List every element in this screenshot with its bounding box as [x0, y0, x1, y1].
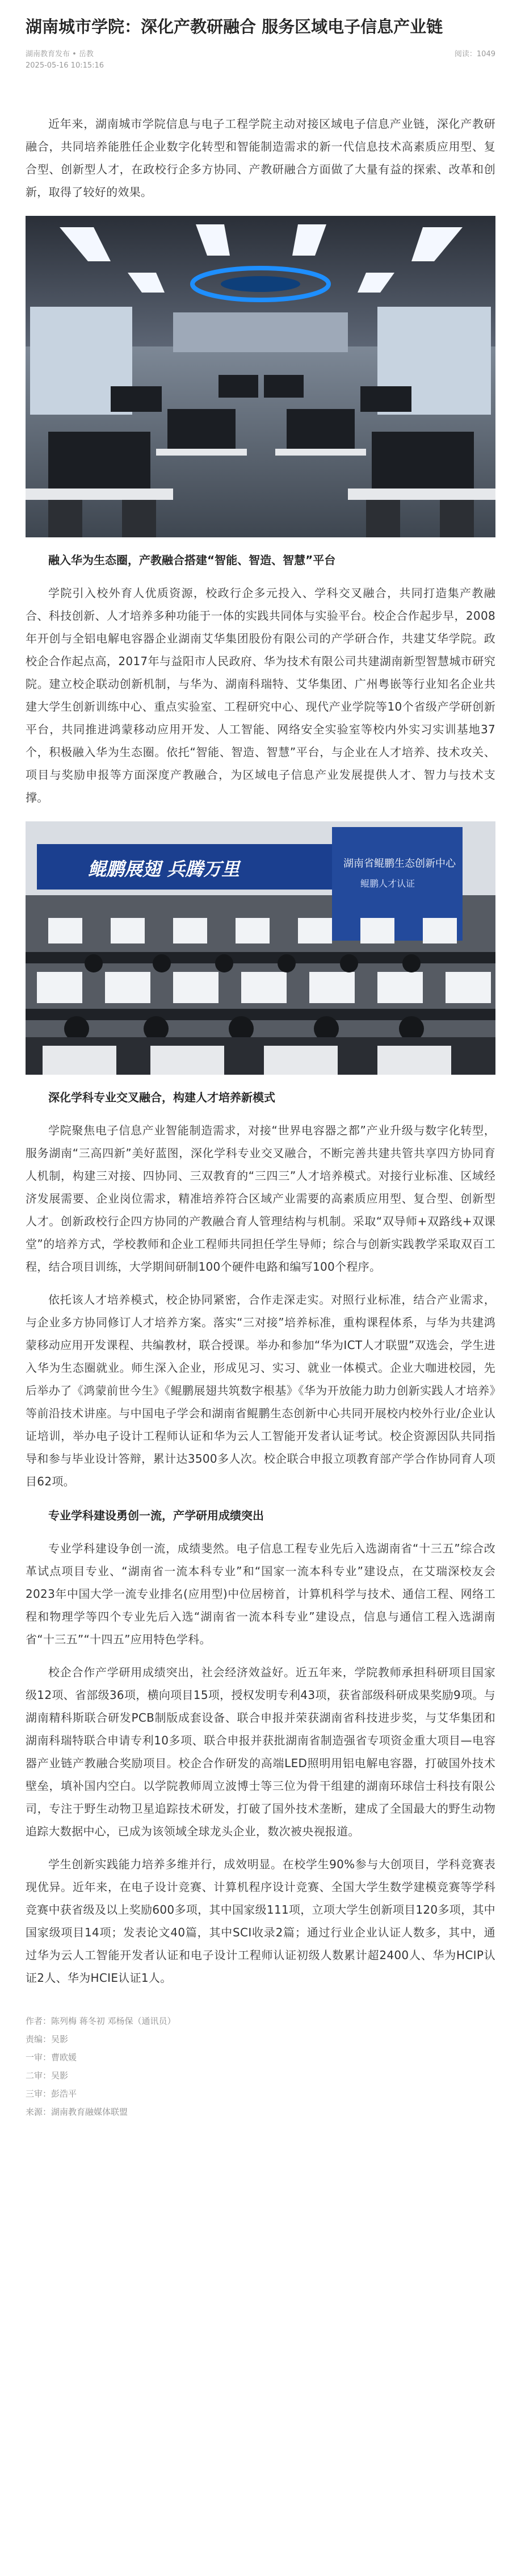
- section-heading-2: 深化学科专业交叉融合，构建人才培养新模式: [48, 1091, 275, 1104]
- credit-source: 来源：湖南教育融媒体联盟: [26, 2107, 128, 2117]
- article-source[interactable]: 湖南教育发布 • 岳教: [26, 50, 94, 59]
- article-meta: [26, 49, 495, 72]
- lab-photo-2: [26, 821, 495, 1075]
- article-date: 2025-05-16 10:15:16: [26, 61, 104, 70]
- view-count: 阅读：1049: [454, 50, 495, 59]
- section3-paragraph-1: 专业学科建设争创一流，成绩斐然。电子信息工程专业先后入选湖南省“十三五”综合改革试点项目专业、“湖南省一流本科专业”和“国家一流本科专业”建设点，在艾瑞深校友会2023年中国大学一流专业排名(应用型)中位居榜首，计算机科学与技术、通信工程、网络工程和物理学等四个专业先后入选“湖南省一流本科专业”建设点，信息与通信工程入选湖南省“十三五”“十四五”应用特色学科。: [26, 1542, 495, 1646]
- intro-paragraph: 近年来，湖南城市学院信息与电子工程学院主动对接区域电子信息产业链，深化产教研融合，共同培养能胜任企业数字化转型和智能制造需求的新一代信息技术高素质应用型、复合型、创新型人才，在政校行企多方协同、产教研融合方面做了大量有益的探索、改革和创新，取得了较好的效果。: [26, 117, 495, 199]
- section2-paragraph-1: 学院聚焦电子信息产业智能制造需求，对接“世界电容器之都”产业升级与数字化转型，服务湖南“三高四新”美好蓝图，深化学科专业交叉融合，不断完善共建共管共享四方协同育人机制，构建三对接、四协同、三双教育的“三四三”人才培养模式。对接行业标准、区域经济发展需要、企业岗位需求，精准培养符合区域产业需要的高素质应用型、复合型、创新型人才。创新政校行企四方协同的产教融合育人管理结构与机制。采取“双导师+双路线+双课堂”的培养方式，学校教师和企业工程师共同担任学生导师；综合与创新实践教学采取双百工程，结合项目训练，大学期间研制100个硬件电路和编写100个程序。: [26, 1124, 495, 1274]
- article-credits: [26, 2012, 495, 2121]
- credit-author: 作者：陈列梅 蒋冬初 邓杨保（通讯员）: [26, 2016, 176, 2026]
- training-room-illustration: [26, 821, 495, 1075]
- lab-photo-1: [26, 216, 495, 537]
- computer-lab-illustration: [26, 216, 495, 537]
- article-title: 湖南城市学院：深化产教研融合 服务区域电子信息产业链: [26, 17, 443, 36]
- banner-center-title: 湖南省鲲鹏生态创新中心: [343, 858, 456, 870]
- banner-slogan: 鲲鹏展翅 兵腾万里: [88, 858, 240, 880]
- section1-paragraph-1: 学院引入校外育人优质资源，校政行企多元投入、学科交叉融合，共同打造集产教融合、科技创新、人才培养多种功能于一体的实践共同体与实验平台。校企合作起步早，2008年开创与全铝电解电容器企业湖南艾华集团股份有限公司的产学研合作，共建艾华学院。政校企合作起点高，2017年与益阳市人民政府、华为技术有限公司共建湖南新型智慧城市研究院。建立校企联动创新机制，与华为、湖南科瑞特、艾华集团、广州粤嵌等行业知名企业共建大学生创新训练中心、重点实验室、工程研究中心、现代产业学院等10个省级产学研创新平台，共同推进鸿蒙移动应用开发、人工智能、网络安全实验室等校内外实习实训基地37个，积极融入华为生态圈。依托“智能、智造、智慧”平台，与企业在人才培养、技术攻关、项目与奖励申报等方面深度产教融合，为区域电子信息产业发展提供人才、智力与技术支撑。: [26, 586, 495, 804]
- credit-editor: 责编：吴影: [26, 2034, 69, 2044]
- section-heading-3: 专业学科建设勇创一流，产学研用成绩突出: [48, 1509, 264, 1522]
- section2-paragraph-2: 依托该人才培养模式，校企协同紧密，合作走深走实。对照行业标准，结合产业需求，与企业多方协同修订人才培养方案。落实“三对接”培养标准，重构课程体系，与华为共建鸿蒙移动应用开发课程、共编教材，联合授课。举办和参加“华为ICT人才联盟”双选会，学生进入华为生态圈就业。师生深入企业，形成见习、实习、就业一体模式。企业大咖进校园，先后举办了《鸿蒙前世今生》《鲲鹏展翅共筑数字根基》《华为开放能力助力创新实践人才培养》等前沿技术讲座。与中国电子学会和湖南省鲲鹏生态创新中心共同开展校内校外行业/企业认证培训，举办电子设计工程师认证和华为云人工智能开发者认证考试。校企资源因队共同指导和参与毕业设计答辩，累计达3500多人次。校企联合申报立项教育部产学合作协同育人项目62项。: [26, 1293, 495, 1488]
- section3-paragraph-3: 学生创新实践能力培养多维并行，成效明显。在校学生90%参与大创项目，学科竞赛表现优异。近年来，在电子设计竞赛、计算机程序设计竞赛、全国大学生数学建模竞赛等学科竞赛中获省级及以上奖励600多项，其中国家级111项，立项大学生创新项目120多项，其中国家级项目14项；发表论文40篇，其中SCI收录2篇；通过行业企业认证人数多，其中，通过华为云人工智能开发者认证和电子设计工程师认证初级人数累计超2400人、华为HCIP认证2人、华为HCIE认证1人。: [26, 1857, 495, 1985]
- section3-paragraph-2: 校企合作产学研用成绩突出，社会经济效益好。近五年来，学院教师承担科研项目国家级12项、省部级36项，横向项目15项，授权发明专利43项，获省部级科研成果奖励9项。与湖南精科斯联合研发PCB制版成套设备、联合申报并荣获湖南省科技进步奖，与艾华集团和湖南科瑞特联合申请专利10多项、联合申报并获批湖南省制造强省专项资金重大项目—电容器产业链产教融合奖励项目。校企合作研发的高端LED照明用铝电解电容器，打破国外技术壁垒，填补国内空白。以学院教师周立波博士等三位为骨干组建的湖南环球信士科技有限公司，专注于野生动物卫星追踪技术研发，打破了国外技术垄断，建成了全国最大的野生动物追踪大数据中心，已成为该领域全球龙头企业，数次被央视报道。: [26, 1665, 495, 1838]
- section-heading-1: 融入华为生态圈，产教融合搭建“智能、智造、智慧”平台: [48, 553, 336, 567]
- credit-review-1: 一审：曹欧媛: [26, 2052, 77, 2063]
- banner-center-subtitle: 鲲鹏人才认证: [360, 878, 415, 889]
- credit-review-3: 三审：彭浩平: [26, 2089, 77, 2099]
- credit-review-2: 二审：吴影: [26, 2070, 69, 2081]
